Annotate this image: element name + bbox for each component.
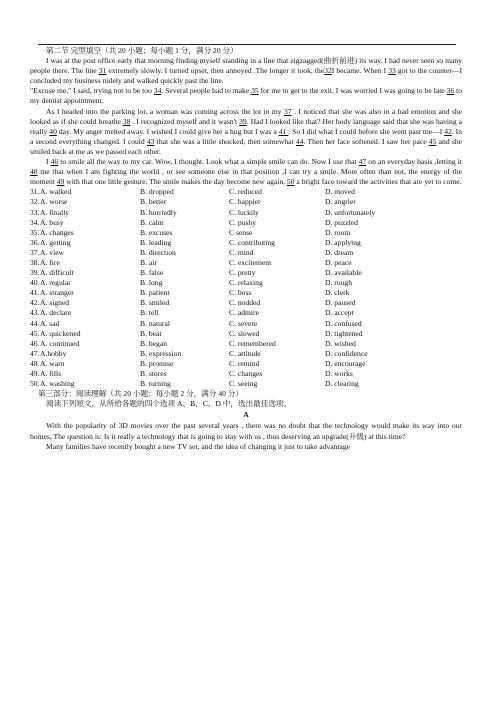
option-a: A. worse bbox=[40, 197, 68, 207]
question-number: 41. bbox=[30, 288, 40, 298]
passage-text: way. I had never seen so many people there. The line bbox=[30, 56, 462, 76]
blank-number: 37 bbox=[284, 106, 292, 116]
option-b: B. natural bbox=[140, 318, 170, 328]
option-row bbox=[30, 268, 462, 278]
question-number: 44. bbox=[30, 318, 40, 328]
blank-number: 36 bbox=[446, 86, 455, 96]
option-d: D. rough bbox=[325, 278, 352, 288]
option-b: B. hurriedly bbox=[140, 207, 177, 217]
option-d: D. room bbox=[325, 227, 351, 237]
option-row bbox=[30, 218, 462, 228]
option-a: A. sad bbox=[40, 318, 60, 328]
passage-text: on an everyday basis ,letting it bbox=[366, 157, 462, 167]
blank-number: 31 bbox=[98, 66, 107, 76]
option-d: D. angrier bbox=[325, 197, 356, 207]
passage-text: I became. When I bbox=[331, 66, 389, 76]
option-b: B. better bbox=[140, 197, 167, 207]
option-d: D. dream bbox=[325, 247, 354, 257]
option-d: D. available bbox=[325, 268, 362, 278]
option-d: D. applying bbox=[325, 237, 361, 247]
option-c: C. seeing bbox=[229, 379, 258, 389]
blank-number: 42 bbox=[444, 126, 452, 136]
question-number: 42. bbox=[30, 298, 40, 308]
passage-text: extremely slowly. I turned upset, then annoyed .The longer it took, the bbox=[106, 66, 325, 76]
option-a: A. fire bbox=[40, 257, 60, 267]
option-b: B. tell bbox=[140, 308, 159, 318]
blank-number: 46 bbox=[50, 157, 59, 167]
option-c: C. changes bbox=[229, 369, 263, 378]
blank-number: 49 bbox=[56, 177, 65, 187]
passage-paragraph-1 bbox=[30, 56, 462, 86]
option-d: D. encourage bbox=[325, 358, 366, 368]
blank-number: 45 bbox=[428, 136, 437, 146]
option-c: C. luckily bbox=[229, 207, 259, 217]
question-number: 38. bbox=[30, 257, 40, 267]
option-d: D. confidence bbox=[325, 348, 368, 358]
question-number: 40. bbox=[30, 278, 40, 288]
option-a: A. stranger bbox=[40, 288, 74, 298]
option-a: A. finally bbox=[40, 207, 70, 217]
option-c: C. remind bbox=[229, 358, 260, 368]
passage-text: . In a second everything changed. I could bbox=[30, 126, 462, 146]
question-number: 39. bbox=[30, 268, 40, 278]
option-row bbox=[30, 319, 462, 329]
option-c: C. slowed bbox=[229, 328, 260, 338]
passage-text: "Excuse me," I said, trying not to be too bbox=[30, 86, 154, 96]
passage-text: As I headed into the parking lot, a woman was coming across the lot in my bbox=[46, 106, 285, 116]
blank-number: 50 bbox=[286, 177, 295, 187]
option-c: C. pretty bbox=[229, 268, 256, 278]
passage-text: that she was a little shocked, then somewhat bbox=[154, 136, 296, 146]
passage-text: . Then her face softened. I saw her pace bbox=[303, 136, 429, 146]
option-c: C. relaxing bbox=[229, 278, 263, 288]
passage-paragraph-4 bbox=[30, 157, 462, 187]
blank-number: 41 bbox=[278, 126, 289, 136]
option-b: B. calm bbox=[140, 217, 164, 227]
option-b: B. stores bbox=[140, 369, 167, 378]
option-b: B. smiled bbox=[140, 298, 170, 308]
passage-text: to my dentist appointment. bbox=[30, 86, 463, 106]
passage-text: . So I did what I could before she went past me—I bbox=[288, 126, 445, 136]
option-row bbox=[30, 258, 462, 268]
question-number: 45. bbox=[30, 328, 40, 338]
option-a: A. quickened bbox=[40, 328, 81, 338]
passage-letter: A bbox=[243, 410, 249, 420]
option-a: A. changes bbox=[40, 227, 74, 237]
option-c: C. attitude bbox=[229, 348, 261, 358]
option-c: C. remembered bbox=[229, 338, 276, 348]
option-row bbox=[30, 288, 462, 298]
option-d: D. wished bbox=[325, 338, 356, 348]
question-number: 48. bbox=[30, 358, 40, 368]
option-b: B. long bbox=[140, 278, 163, 288]
option-a: A. busy bbox=[40, 217, 64, 227]
option-a: A. walked bbox=[40, 187, 72, 197]
question-number: 34. bbox=[30, 217, 40, 227]
option-a: A. difficult bbox=[40, 268, 74, 278]
option-row bbox=[30, 298, 462, 308]
option-b: B. promise bbox=[140, 358, 174, 368]
top-divider bbox=[38, 44, 456, 45]
option-b: B. beat bbox=[140, 328, 162, 338]
option-c: C. pushy bbox=[229, 217, 257, 227]
passage-text: . I noticed that she was also in a bad emotion and she looked as if she could breathe bbox=[30, 106, 462, 126]
blank-number: 34 bbox=[153, 86, 162, 96]
option-d: D. tightened bbox=[325, 328, 363, 338]
option-c: C sense bbox=[229, 227, 253, 237]
option-row bbox=[30, 278, 462, 288]
option-d: D. puzzled bbox=[325, 217, 358, 227]
passage-text: . Had I looked like that? Her body language said that she was having a really bbox=[30, 116, 462, 136]
blank-number: 32 bbox=[324, 66, 332, 76]
option-d: D. moved bbox=[325, 187, 355, 197]
question-number: 49. bbox=[30, 369, 40, 378]
option-d: D. confused bbox=[325, 318, 362, 328]
option-a: A. signed bbox=[40, 298, 70, 308]
option-a: A. warn bbox=[40, 358, 65, 368]
blank-number: 43 bbox=[146, 136, 155, 146]
reading-paragraph-2: Many families have recently bought a new TV set, and the idea of changing it just to take advantage bbox=[46, 441, 351, 451]
passage-text: day. My anger melted away. I wished I could give her a hug but I was a bbox=[56, 126, 279, 136]
passage-text: I was at the post office early that morning finding myself standing in a line that zigzagged(曲折前进) its bbox=[46, 56, 369, 66]
option-a: A. regular bbox=[40, 278, 71, 288]
option-d: D. unfortunately bbox=[325, 207, 376, 217]
option-row bbox=[30, 329, 462, 339]
option-d: D. paused bbox=[325, 298, 356, 308]
blank-number: 47 bbox=[358, 157, 367, 167]
option-row bbox=[30, 197, 462, 207]
blank-number: 35 bbox=[251, 86, 259, 96]
option-row bbox=[30, 238, 462, 248]
question-number: 33. bbox=[30, 207, 40, 217]
option-d: D. accept bbox=[325, 308, 354, 318]
option-c: C. reduced bbox=[229, 187, 262, 197]
section2-heading: 第二节 完型填空（共 20 小题；每小题 1 分，满分 20 分） bbox=[46, 46, 238, 55]
passage-text: I bbox=[46, 157, 51, 167]
option-b: B. direction bbox=[140, 247, 176, 257]
blank-number: 33 bbox=[388, 66, 396, 76]
option-d: D. peace bbox=[325, 257, 352, 267]
blank-number: 39 bbox=[239, 116, 247, 126]
question-number: 46. bbox=[30, 338, 40, 348]
option-c: C. contributing bbox=[229, 237, 275, 247]
question-number: 32. bbox=[30, 197, 40, 207]
option-b: B. expression bbox=[140, 348, 182, 358]
question-number: 36. bbox=[30, 237, 40, 247]
option-c: C. mind bbox=[229, 247, 254, 257]
option-a: A. washing bbox=[40, 379, 75, 389]
reading-paragraph-1: With the popularity of 3D movies over the past several years , there was no doubt that the technology would make its way into our homes, The question is: Is it really a technology that is going to stay with us , thus deserving an upgrade(升级) at this time? bbox=[30, 421, 462, 441]
question-number: 35. bbox=[30, 227, 40, 237]
passage-paragraph-2 bbox=[30, 86, 462, 106]
option-d: D. works bbox=[325, 369, 353, 378]
option-row bbox=[30, 369, 462, 379]
blank-number: 48 bbox=[30, 167, 38, 177]
options-list bbox=[30, 187, 462, 389]
passage-text: me that when I am fighting the world , or see someone else in that position ,I can try a smile. More often than not, the energy of the moment bbox=[30, 167, 462, 187]
option-row bbox=[30, 228, 462, 238]
option-a: A. continued bbox=[40, 338, 80, 348]
option-row bbox=[30, 339, 462, 349]
blank-number: 44 bbox=[295, 136, 304, 146]
option-b: B. patient bbox=[140, 288, 170, 298]
option-c: C. admire bbox=[229, 308, 259, 318]
option-row bbox=[30, 349, 462, 359]
passage-text: . I recognized myself and it wasn't bbox=[130, 116, 240, 126]
option-c: C. nodded bbox=[229, 298, 261, 308]
option-c: C. excitement bbox=[229, 257, 272, 267]
option-b: B. turning bbox=[140, 379, 171, 389]
question-number: 37. bbox=[30, 247, 40, 257]
passage-text: a bright face toward the activities that are yet to come. bbox=[294, 177, 462, 187]
blank-number: 38 bbox=[122, 116, 131, 126]
question-number: 47. bbox=[30, 348, 40, 358]
option-c: C. boss bbox=[229, 288, 252, 298]
option-a: A.hobby bbox=[40, 348, 67, 358]
part3-heading: 第三部分：阅读理解（共 20 小题；每小题 2 分，满分 40 分） bbox=[38, 389, 244, 399]
part3-instruction: 阅读下列短文，从所给各题的四个选项 A、B、C、D 中，选出最佳选项。 bbox=[46, 399, 292, 409]
option-b: B. excuses bbox=[140, 227, 173, 237]
option-a: A. view bbox=[40, 247, 65, 257]
option-b: B. began bbox=[140, 338, 167, 348]
option-a: A. declare bbox=[40, 308, 72, 318]
passage-paragraph-3 bbox=[30, 107, 462, 157]
option-row bbox=[30, 187, 462, 197]
blank-number: 40 bbox=[49, 126, 57, 136]
option-row bbox=[30, 359, 462, 369]
option-c: C. happier bbox=[229, 197, 261, 207]
question-number: 43. bbox=[30, 308, 40, 318]
question-number: 50. bbox=[30, 379, 40, 389]
passage-text: to smile all the way to my car. Wow, I thought. Look what a simple smile can do. Now I use that bbox=[58, 157, 359, 167]
option-b: B. air bbox=[140, 257, 157, 267]
option-c: C. severe bbox=[229, 318, 258, 328]
question-number: 31. bbox=[30, 187, 40, 197]
passage-text: with that one little gesture. The smile makes the day become new again, bbox=[64, 177, 287, 187]
passage-text: for me to get to the exit. I was worried I was going to be late bbox=[258, 86, 447, 96]
passage-text: and she smiled back at me as we passed each other. bbox=[30, 136, 463, 156]
option-row bbox=[30, 208, 462, 218]
option-row bbox=[30, 248, 462, 258]
passage-text: got to the counter—I concluded my business rudely and walked quickly past the line. bbox=[30, 66, 462, 86]
option-row bbox=[30, 308, 462, 318]
option-row bbox=[30, 379, 462, 389]
option-a: A. getting bbox=[40, 237, 71, 247]
option-d: D. clerk bbox=[325, 288, 350, 298]
option-b: B. dropped bbox=[140, 187, 174, 197]
option-b: B. false bbox=[140, 268, 164, 278]
passage-text: . Several people had to make bbox=[161, 86, 252, 96]
content bbox=[30, 46, 462, 452]
option-b: B. leading bbox=[140, 237, 172, 247]
option-a: A. fills bbox=[40, 369, 62, 378]
option-d: D. clearing bbox=[325, 379, 359, 389]
